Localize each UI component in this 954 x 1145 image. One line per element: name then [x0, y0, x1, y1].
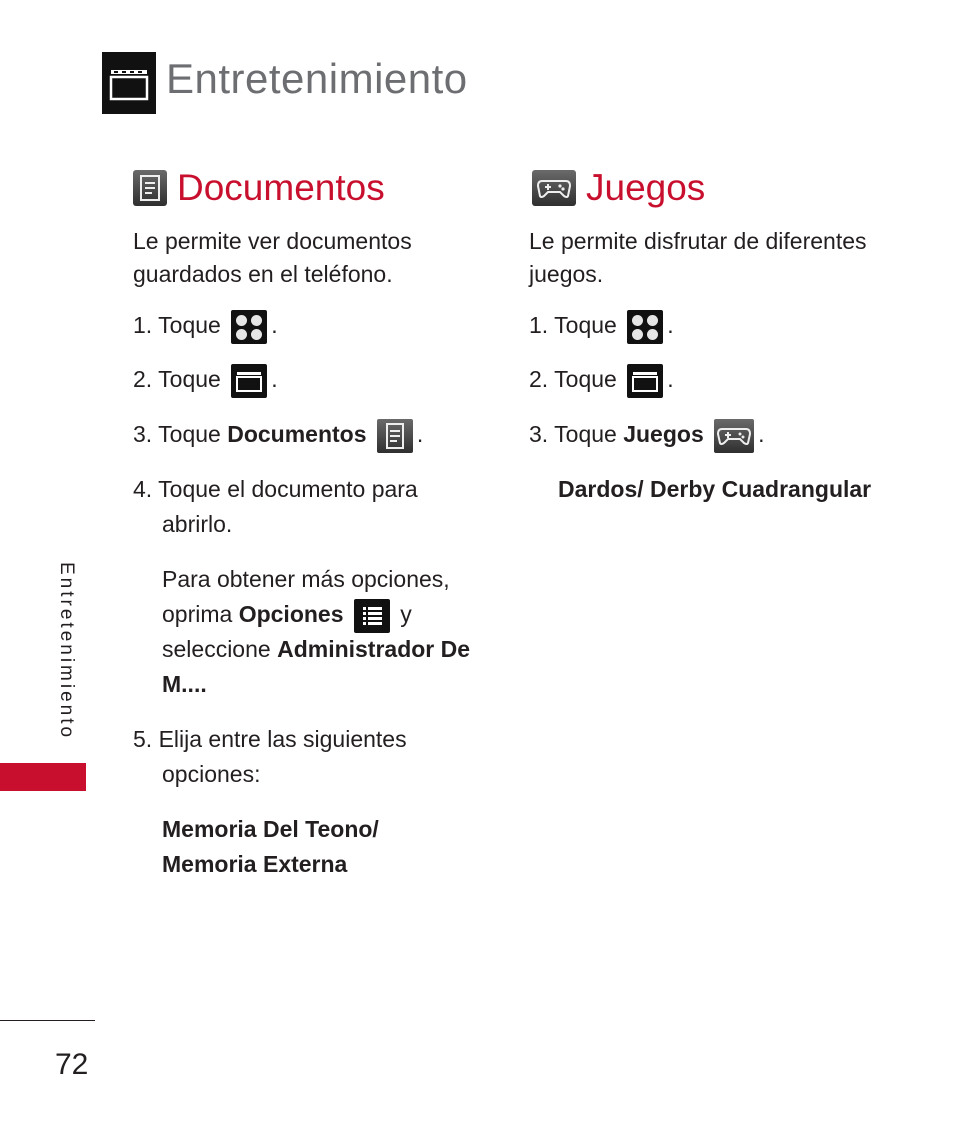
juegos-desc-2: juegos.: [529, 261, 604, 287]
step-end: .: [271, 366, 278, 392]
documentos-option-1: Memoria Del Teono/: [162, 816, 379, 842]
step-target: Juegos: [623, 421, 704, 447]
documentos-step-3: [133, 418, 423, 453]
note-line-4: M....: [162, 671, 207, 697]
gamepad-icon: [532, 170, 576, 206]
side-tab-marker: [0, 763, 86, 791]
documentos-step-5-line-1: 5. Elija entre las siguientes: [133, 726, 407, 752]
step-label: 1. Toque: [133, 312, 221, 338]
document-icon: [133, 170, 167, 206]
juegos-step-1: [529, 309, 674, 344]
step-end: .: [271, 312, 278, 338]
note-text: oprima: [162, 601, 233, 627]
apps-grid-icon: [231, 310, 267, 344]
documentos-step-5-line-2: opciones:: [162, 761, 261, 787]
list-menu-icon: [354, 599, 390, 633]
juegos-options: Dardos/ Derby Cuadrangular: [558, 476, 872, 502]
note-text: y: [400, 601, 412, 627]
documentos-title: Documentos: [177, 167, 385, 208]
step-end: .: [416, 421, 424, 447]
apps-grid-icon: [627, 310, 663, 344]
documentos-option-2: Memoria Externa: [162, 851, 348, 877]
documentos-step-4-line-2: abrirlo.: [162, 511, 233, 537]
step-target: Documentos: [227, 421, 367, 447]
gamepad-icon: [714, 419, 754, 453]
step-label: 3. Toque: [529, 421, 617, 447]
document-icon: [377, 419, 413, 453]
juegos-title: Juegos: [586, 167, 706, 208]
clapperboard-icon: [627, 364, 663, 398]
clapperboard-icon: [231, 364, 267, 398]
step-end: .: [758, 421, 765, 447]
footer-divider: [0, 1020, 95, 1021]
note-line-3: [162, 633, 470, 666]
note-text: seleccione: [162, 636, 271, 662]
step-label: 2. Toque: [529, 366, 617, 392]
note-line-1: Para obtener más opciones,: [162, 566, 450, 592]
documentos-desc-1: Le permite ver documentos: [133, 228, 412, 254]
administrator-label: Administrador De: [277, 636, 471, 662]
options-label: Opciones: [238, 601, 344, 627]
note-line-2: [162, 598, 412, 633]
step-end: .: [667, 312, 674, 338]
page-number: 72: [55, 1048, 89, 1081]
documentos-step-4-line-1: 4. Toque el documento para: [133, 476, 418, 502]
documentos-step-2: [133, 363, 278, 398]
step-label: 1. Toque: [529, 312, 617, 338]
header-clapperboard-icon: [102, 52, 156, 114]
step-label: 2. Toque: [133, 366, 221, 392]
step-label: 3. Toque: [133, 421, 221, 447]
juegos-heading: [532, 166, 705, 210]
documentos-step-1: [133, 309, 278, 344]
documentos-desc-2: guardados en el teléfono.: [133, 261, 393, 287]
page-title: Entretenimiento: [166, 55, 468, 102]
juegos-step-2: [529, 363, 674, 398]
documentos-heading: [133, 166, 385, 210]
juegos-step-3: [529, 418, 765, 453]
juegos-desc-1: Le permite disfrutar de diferentes: [529, 228, 867, 254]
side-tab-label: Entretenimiento: [56, 562, 77, 741]
step-end: .: [667, 366, 674, 392]
